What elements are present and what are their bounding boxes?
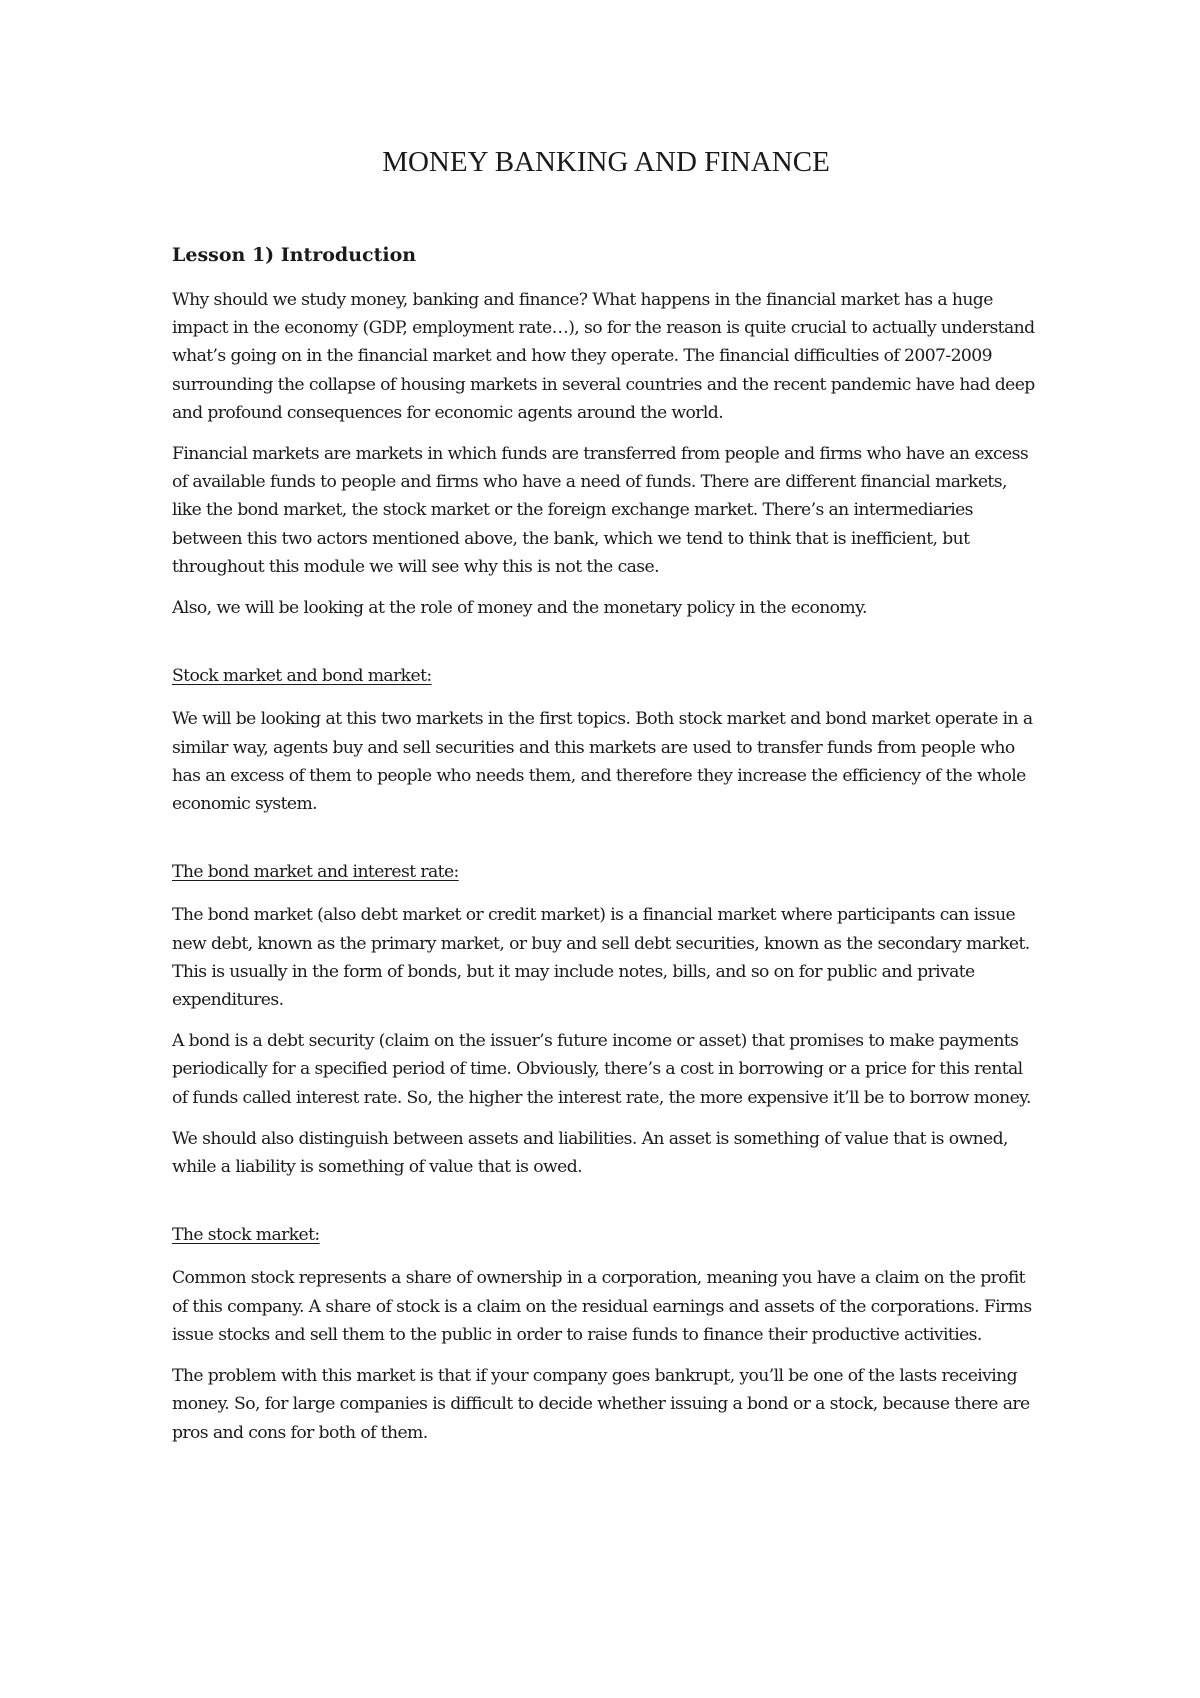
section-3-paragraph-2: The problem with this market is that if your company goes bankrupt, you’ll be one of the lasts receiving money. So, for large companies is difficult to decide whether issuing a bond or a stock, because there are pros and cons for both of them.	[172, 1366, 1030, 1443]
section-1-paragraph-1: We will be looking at this two markets in the first topics. Both stock market and bond market operate in a similar way, agents buy and sell securities and this markets are used to transfer funds from people who has an excess of them to people who needs them, and therefore they increase the efficiency of the whole economic system.	[172, 709, 1033, 815]
lesson-heading: Lesson 1) Introduction	[172, 244, 417, 266]
section-heading-stock-and-bond-market: Stock market and bond market:	[172, 666, 432, 687]
section-2-paragraph-3: We should also distinguish between assets and liabilities. An asset is something of value that is owned, while a liability is something of value that is owed.	[172, 1128, 1008, 1178]
intro-paragraph-3: Also, we will be looking at the role of money and the monetary policy in the economy.	[172, 598, 867, 619]
section-2-paragraph-2: A bond is a debt security (claim on the issuer’s future income or asset) that promises to make payments periodically for a specified period of time. Obviously, there’s a cost in borrowing or a price for this rental of funds called interest rate. So, the higher the interest rate, the more expensive it’ll be to borrow money.	[172, 1031, 1031, 1108]
document-title: MONEY BANKING AND FINANCE	[382, 146, 830, 178]
intro-paragraph-1: Why should we study money, banking and finance? What happens in the financial market has a huge impact in the economy (GDP, employment rate…), so for the reason is quite crucial to actually understand what’s going on in the financial market and how they operate. The financial difficulties of 2007-2009 surrounding the collapse of housing markets in several countries and the recent pandemic have had deep and profound consequences for economic agents around the world.	[172, 290, 1035, 423]
section-2-paragraph-1: The bond market (also debt market or credit market) is a financial market where participants can issue new debt, known as the primary market, or buy and sell debt securities, known as the secondary market. This is usually in the form of bonds, but it may include notes, bills, and so on for public and private expenditures.	[172, 905, 1030, 1011]
section-3-paragraph-1: Common stock represents a share of ownership in a corporation, meaning you have a claim on the profit of this company. A share of stock is a claim on the residual earnings and assets of the corporations. Firms issue stocks and sell them to the public in order to raise funds to finance their productive activities.	[172, 1268, 1032, 1345]
document-body	[172, 142, 1040, 1460]
section-heading-bond-market-interest-rate: The bond market and interest rate:	[172, 862, 459, 883]
intro-paragraph-2: Financial markets are markets in which funds are transferred from people and firms who have an excess of available funds to people and firms who have a need of funds. There are different financial markets, like the bond market, the stock market or the foreign exchange market. There’s an intermediaries between this two actors mentioned above, the bank, which we tend to think that is inefficient, but throughout this module we will see why this is not the case.	[172, 444, 1029, 577]
section-heading-stock-market: The stock market:	[172, 1225, 320, 1246]
